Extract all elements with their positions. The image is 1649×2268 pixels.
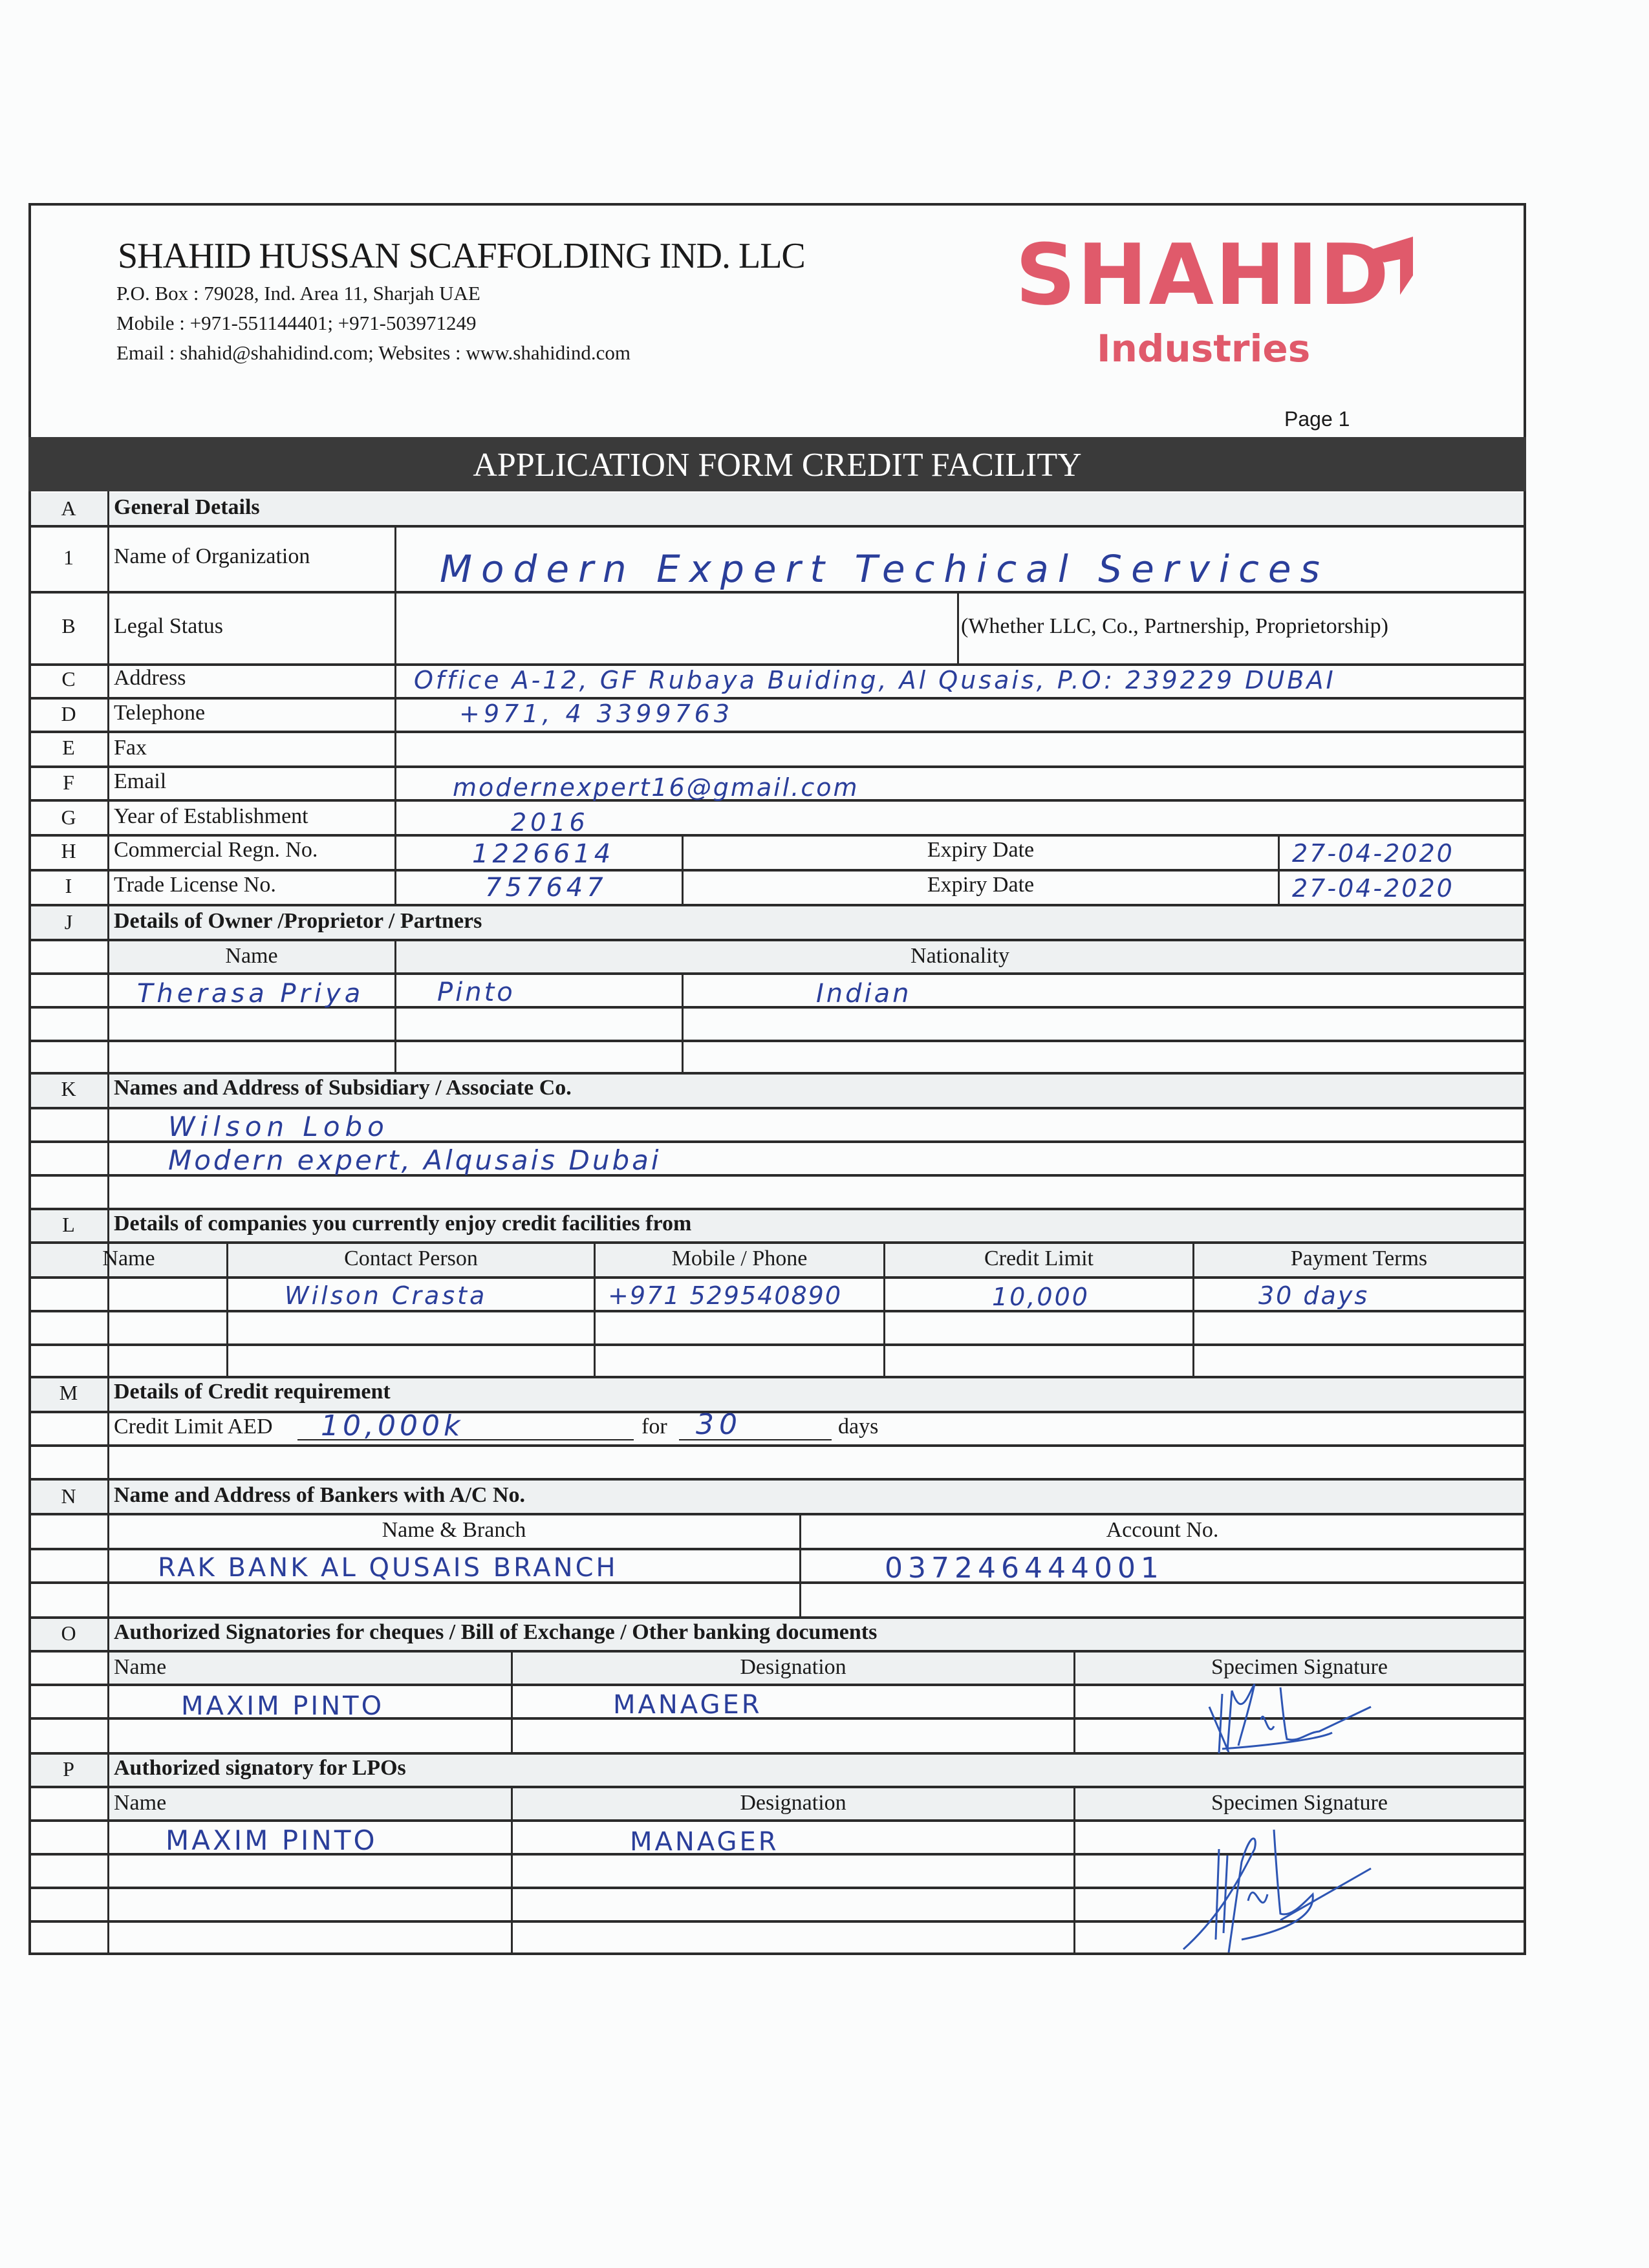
- credit-header-terms: Payment Terms: [1290, 1246, 1428, 1270]
- banker-name-branch[interactable]: RAK BANK AL QUSAIS BRANCH: [158, 1553, 618, 1583]
- commercial-expiry-label: Expiry Date: [927, 838, 1035, 862]
- label-commercial-regn: Commercial Regn. No.: [114, 838, 318, 862]
- fax-value[interactable]: [414, 736, 1513, 762]
- label-telephone: Telephone: [114, 701, 206, 725]
- banker-header-account: Account No.: [1106, 1518, 1219, 1542]
- row-letter-commercial: H: [61, 839, 76, 862]
- trade-license-value[interactable]: 757647: [485, 873, 607, 903]
- commercial-expiry-value[interactable]: 27-04-2020: [1292, 839, 1454, 868]
- credit-limit-aed-label: Credit Limit AED: [114, 1415, 273, 1439]
- owner-header-nationality: Nationality: [911, 944, 1009, 968]
- row-letter-email: F: [63, 771, 74, 794]
- section-title-j: Details of Owner /Proprietor / Partners: [114, 909, 482, 933]
- commercial-regn-value[interactable]: 1226614: [472, 839, 615, 869]
- label-fax: Fax: [114, 736, 147, 760]
- sig-o-designation[interactable]: MANAGER: [613, 1690, 762, 1720]
- company-mobile: Mobile : +971-551144401; +971-503971249: [116, 312, 477, 334]
- credit-phone[interactable]: +971 529540890: [608, 1281, 843, 1310]
- section-title-o: Authorized Signatories for cheques / Bill of Exchange / Other banking documents: [114, 1620, 878, 1644]
- company-po-box: P.O. Box : 79028, Ind. Area 11, Sharjah UAE: [116, 282, 480, 305]
- owner-header-name: Name: [225, 944, 278, 968]
- company-name: SHAHID HUSSAN SCAFFOLDING IND. LLC: [118, 236, 805, 276]
- credit-for-label: for: [641, 1415, 667, 1439]
- year-value[interactable]: 2016: [511, 808, 589, 837]
- sig-p-header-name: Name: [114, 1791, 167, 1815]
- row-letter-address: C: [61, 667, 76, 690]
- row-letter-legal: B: [61, 614, 76, 637]
- credit-contact-person[interactable]: Wilson Crasta: [285, 1281, 488, 1310]
- sig-p-designation[interactable]: MANAGER: [630, 1827, 779, 1857]
- label-year: Year of Establishment: [114, 804, 308, 828]
- label-email: Email: [114, 769, 167, 793]
- label-address: Address: [114, 666, 186, 690]
- owner-first-name[interactable]: Therasa Priya: [137, 979, 365, 1009]
- section-letter-m: M: [59, 1381, 78, 1404]
- section-title-m: Details of Credit requirement: [114, 1380, 391, 1404]
- trade-expiry-label: Expiry Date: [927, 873, 1035, 897]
- sig-o-header-signature: Specimen Signature: [1211, 1655, 1388, 1679]
- sig-p-header-designation: Designation: [740, 1791, 846, 1815]
- banker-account-no[interactable]: 037246444001: [885, 1552, 1164, 1585]
- credit-limit-aed-value[interactable]: 10,000k: [321, 1409, 464, 1442]
- credit-payment-terms[interactable]: 30 days: [1258, 1281, 1370, 1310]
- row-letter-fax: E: [62, 736, 75, 759]
- section-letter-n: N: [61, 1484, 76, 1508]
- banker-header-branch: Name & Branch: [382, 1518, 526, 1542]
- section-letter-j: J: [64, 910, 73, 934]
- sig-o-signature-icon: [1203, 1681, 1397, 1759]
- section-title-n: Name and Address of Bankers with A/C No.: [114, 1483, 526, 1507]
- logo-subtext: Industries: [1097, 326, 1311, 370]
- credit-header-limit: Credit Limit: [984, 1246, 1094, 1270]
- row-letter-org: 1: [63, 546, 74, 569]
- sig-o-header-name: Name: [114, 1655, 167, 1679]
- sig-p-header-signature: Specimen Signature: [1211, 1791, 1388, 1815]
- sig-p-name[interactable]: MAXIM PINTO: [166, 1824, 378, 1856]
- company-email-web: Email : shahid@shahidind.com; Websites : www.shahidind.com: [116, 341, 630, 364]
- legal-status-hint: (Whether LLC, Co., Partnership, Proprietorship): [961, 614, 1388, 638]
- sig-o-header-designation: Designation: [740, 1655, 846, 1679]
- legal-status-value[interactable]: [414, 614, 944, 640]
- address-value[interactable]: Office A-12, GF Rubaya Buiding, Al Qusais, P.O: 239229 DUBAI: [414, 666, 1336, 694]
- section-letter-o: O: [61, 1621, 76, 1645]
- page-number: Page 1: [1284, 407, 1350, 431]
- section-letter-a: A: [61, 497, 76, 520]
- subsidiary-line-1[interactable]: Wilson Lobo: [168, 1111, 389, 1142]
- label-trade-license: Trade License No.: [114, 873, 276, 897]
- trade-expiry-value[interactable]: 27-04-2020: [1292, 874, 1454, 903]
- section-title-l: Details of companies you currently enjoy credit facilities from: [114, 1212, 692, 1236]
- section-title-p: Authorized signatory for LPOs: [114, 1756, 406, 1780]
- section-letter-l: L: [62, 1213, 75, 1236]
- owner-nationality[interactable]: Indian: [816, 979, 912, 1009]
- sig-o-name[interactable]: MAXIM PINTO: [181, 1691, 385, 1721]
- label-legal-status: Legal Status: [114, 614, 224, 638]
- section-letter-k: K: [61, 1077, 76, 1100]
- credit-header-contact: Contact Person: [344, 1246, 478, 1270]
- sig-p-signature-icon: [1177, 1823, 1410, 1959]
- subsidiary-line-2[interactable]: Modern expert, Alqusais Dubai: [168, 1144, 662, 1176]
- credit-header-phone: Mobile / Phone: [671, 1246, 808, 1270]
- credit-header-name: Name: [102, 1246, 155, 1270]
- section-title-a: General Details: [114, 495, 260, 519]
- label-org: Name of Organization: [114, 544, 310, 568]
- form-title: APPLICATION FORM CREDIT FACILITY: [473, 447, 1082, 484]
- telephone-value[interactable]: +971, 4 3399763: [459, 700, 734, 728]
- section-title-k: Names and Address of Subsidiary / Associate Co.: [114, 1076, 572, 1100]
- row-letter-year: G: [61, 806, 76, 829]
- logo-text: SHAHID: [1015, 226, 1391, 324]
- credit-company-name[interactable]: [123, 1283, 220, 1306]
- owner-last-name[interactable]: Pinto: [437, 978, 515, 1007]
- credit-days-label: days: [838, 1415, 879, 1439]
- org-name-value[interactable]: Modern Expert Techical Services: [440, 547, 1329, 591]
- credit-days-value[interactable]: 30: [696, 1408, 742, 1441]
- section-letter-p: P: [63, 1757, 74, 1781]
- credit-limit[interactable]: 10,000: [992, 1283, 1090, 1311]
- row-letter-trade: I: [65, 874, 72, 897]
- row-letter-telephone: D: [61, 702, 76, 725]
- email-value[interactable]: modernexpert16@gmail.com: [453, 773, 859, 802]
